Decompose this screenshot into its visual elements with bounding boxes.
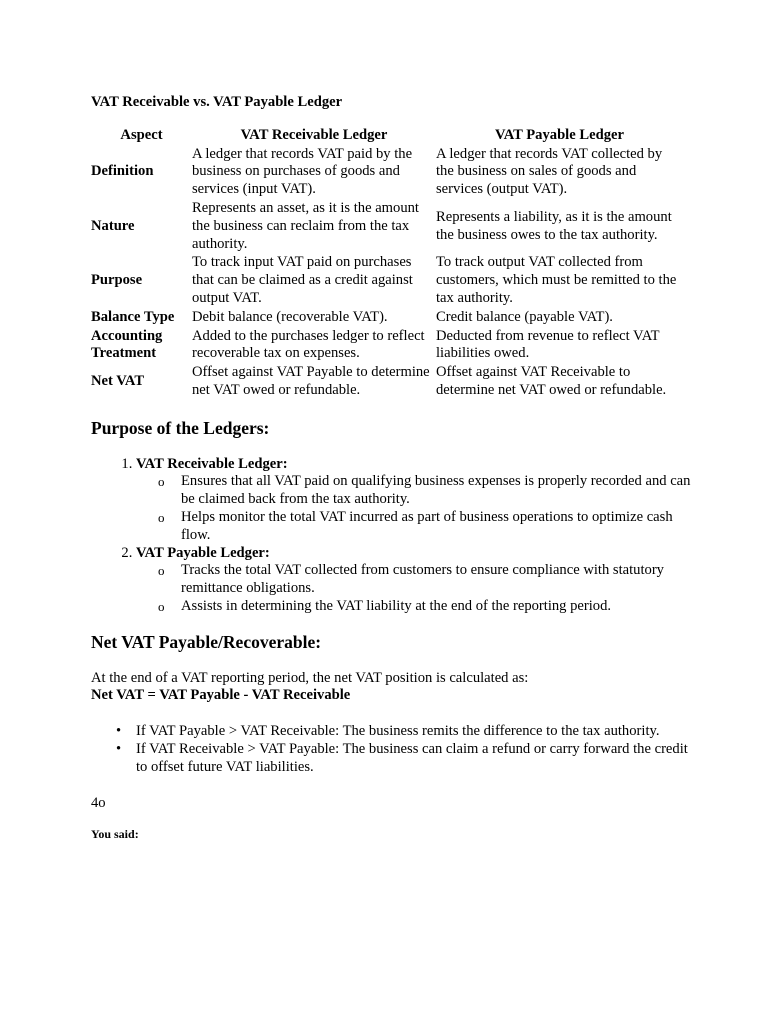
row-receivable-cell: To track input VAT paid on purchases that can be claimed as a credit against output VAT.	[192, 254, 413, 306]
row-payable-cell: To track output VAT collected from customers, which must be remitted to the tax authority.	[436, 254, 677, 306]
row-aspect: Accounting Treatment	[91, 327, 163, 362]
row-receivable-cell: Represents an asset, as it is the amount the business can reclaim from the tax authority.	[192, 199, 419, 252]
row-aspect: Purpose	[91, 272, 143, 289]
row-receivable-cell: Offset against VAT Payable to determine net VAT owed or refundable.	[192, 364, 430, 398]
table-row	[91, 364, 683, 401]
case-text: If VAT Receivable > VAT Payable: The business can claim a refund or carry forward the credit to offset future VAT liabilities.	[136, 740, 688, 775]
purpose-heading: Purpose of the Ledgers:	[91, 417, 270, 438]
sub-list-text: Assists in determining the VAT liability at the end of the reporting period.	[181, 597, 612, 614]
document-page	[91, 94, 691, 844]
model-label: 4o	[91, 794, 106, 811]
bullet-icon: •	[116, 740, 122, 757]
sub-list-text: Helps monitor the total VAT incurred as part of business operations to optimize cash flow.	[181, 508, 673, 543]
circle-bullet-icon: o	[158, 474, 165, 490]
vat-comparison-table	[91, 126, 683, 401]
row-payable-cell: Offset against VAT Receivable to determine net VAT owed or refundable.	[436, 364, 667, 398]
net-vat-formula: Net VAT = VAT Payable - VAT Receivable	[91, 687, 351, 704]
net-vat-intro: At the end of a VAT reporting period, the net VAT position is calculated as:	[91, 669, 529, 686]
row-payable-cell: Deducted from revenue to reflect VAT liabilities owed.	[436, 327, 660, 362]
row-aspect: Balance Type	[91, 308, 175, 325]
sub-list	[136, 562, 691, 615]
table-row	[91, 146, 683, 200]
sub-list-item	[158, 597, 691, 616]
sub-list-text: Tracks the total VAT collected from customers to ensure compliance with statutory remittance obligations.	[181, 562, 664, 597]
circle-bullet-icon: o	[158, 598, 165, 614]
row-receivable-cell: Debit balance (recoverable VAT).	[192, 308, 388, 325]
row-aspect: Net VAT	[91, 373, 145, 390]
list-item	[136, 545, 691, 616]
you-said-label: You said:	[91, 827, 139, 842]
list-item	[116, 723, 691, 741]
row-aspect: Nature	[91, 217, 135, 234]
list-item	[116, 740, 691, 777]
list-item-title: VAT Payable Ledger:	[136, 544, 270, 561]
net-vat-cases-list	[91, 723, 691, 776]
table-row	[91, 200, 683, 254]
header-vat-receivable: VAT Receivable Ledger	[240, 126, 388, 143]
row-aspect: Definition	[91, 163, 154, 180]
table-row	[91, 254, 683, 308]
list-item	[136, 456, 691, 545]
list-item-title: VAT Receivable Ledger:	[136, 455, 288, 472]
bullet-icon: •	[116, 723, 122, 740]
header-vat-payable: VAT Payable Ledger	[495, 126, 624, 143]
sub-list-item	[158, 562, 691, 598]
ledger-purpose-list	[91, 456, 691, 616]
net-vat-heading: Net VAT Payable/Recoverable:	[91, 631, 322, 652]
row-payable-cell: Represents a liability, as it is the amount the business owes to the tax authority.	[436, 208, 672, 243]
document-title: VAT Receivable vs. VAT Payable Ledger	[91, 94, 343, 110]
header-aspect: Aspect	[120, 126, 163, 143]
row-payable-cell: A ledger that records VAT collected by the business on sales of goods and services (output VAT).	[436, 145, 663, 198]
case-text: If VAT Payable > VAT Receivable: The business remits the difference to the tax authority.	[136, 723, 660, 740]
sub-list-item	[158, 508, 691, 545]
circle-bullet-icon: o	[158, 563, 165, 579]
table-header-row	[91, 126, 683, 146]
sub-list	[136, 473, 691, 544]
row-receivable-cell: Added to the purchases ledger to reflect recoverable tax on expenses.	[192, 327, 425, 362]
sub-list-item	[158, 473, 691, 509]
circle-bullet-icon: o	[158, 509, 165, 525]
sub-list-text: Ensures that all VAT paid on qualifying business expenses is properly recorded and can be claimed back from the tax authority.	[181, 473, 691, 508]
table-row	[91, 309, 683, 328]
table-row	[91, 328, 683, 365]
row-payable-cell: Credit balance (payable VAT).	[436, 308, 613, 325]
row-receivable-cell: A ledger that records VAT paid by the business on purchases of goods and services (input VAT).	[192, 145, 413, 198]
